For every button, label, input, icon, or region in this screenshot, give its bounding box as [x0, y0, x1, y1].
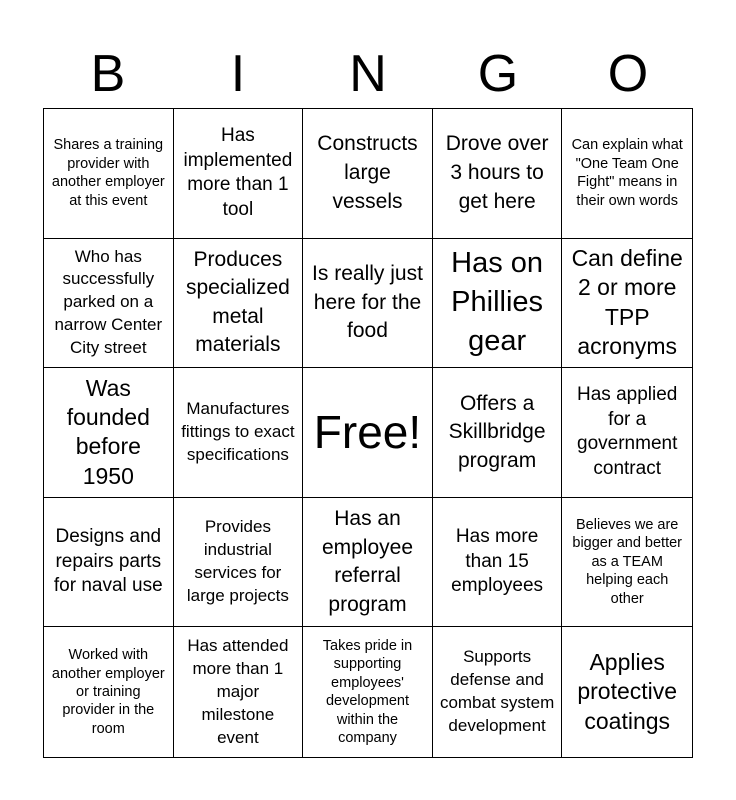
- cell-text: Applies protective coatings: [577, 649, 678, 734]
- cell-text: Supports defense and combat system development: [439, 647, 555, 736]
- cell-text: Is really just here for the food: [312, 262, 423, 343]
- bingo-cell-r3c1[interactable]: [44, 368, 174, 498]
- bingo-cell-r1c2[interactable]: [174, 109, 304, 239]
- bingo-header: [43, 40, 693, 108]
- cell-text: Has implemented more than 1 tool: [183, 124, 293, 220]
- cell-text: Has an employee referral program: [321, 507, 414, 616]
- bingo-cell-r5c2[interactable]: [174, 627, 304, 757]
- bingo-cell-r3c5[interactable]: [562, 368, 692, 498]
- cell-text: Offers a Skillbridge program: [448, 391, 546, 472]
- bingo-cell-r2c4[interactable]: [433, 239, 563, 369]
- cell-text: Can define 2 or more TPP acronyms: [571, 245, 683, 360]
- cell-text: Can explain what "One Team One Fight" means in their own words: [571, 137, 683, 209]
- bingo-cell-r2c1[interactable]: [44, 239, 174, 369]
- cell-text: Shares a training provider with another employer at this event: [51, 137, 165, 209]
- cell-text: Manufactures fittings to exact specifications: [181, 399, 295, 464]
- bingo-cell-r2c5[interactable]: [562, 239, 692, 369]
- free-space-text: Free!: [313, 406, 422, 459]
- header-letter-n: N: [349, 45, 387, 103]
- bingo-cell-r4c2[interactable]: [174, 498, 304, 628]
- bingo-cell-r4c3[interactable]: [303, 498, 433, 628]
- bingo-cell-r5c5[interactable]: [562, 627, 692, 757]
- bingo-cell-r5c4[interactable]: [433, 627, 563, 757]
- bingo-cell-r1c3[interactable]: [303, 109, 433, 239]
- bingo-cell-r1c5[interactable]: [562, 109, 692, 239]
- cell-text: Drove over 3 hours to get here: [445, 132, 549, 213]
- bingo-cell-r2c2[interactable]: [174, 239, 304, 369]
- cell-text: Has attended more than 1 major milestone event: [187, 635, 289, 747]
- cell-text: Produces specialized metal materials: [185, 247, 290, 357]
- bingo-grid: [43, 108, 693, 758]
- bingo-cell-r3c4[interactable]: [433, 368, 563, 498]
- bingo-cell-r1c4[interactable]: [433, 109, 563, 239]
- cell-text: Has applied for a government contract: [577, 384, 678, 480]
- bingo-cell-r1c1[interactable]: [44, 109, 174, 239]
- bingo-cell-r5c3[interactable]: [303, 627, 433, 757]
- bingo-cell-r3c3[interactable]: [303, 368, 433, 498]
- header-letter-i: I: [230, 45, 246, 103]
- bingo-cell-r2c3[interactable]: [303, 239, 433, 369]
- bingo-cell-r3c2[interactable]: [174, 368, 304, 498]
- cell-text: Takes pride in supporting employees' development within the company: [322, 637, 413, 746]
- cell-text: Worked with another employer or training provider in the room: [51, 647, 165, 737]
- header-letter-g: G: [477, 45, 519, 103]
- cell-text: Who has successfully parked on a narrow Center City street: [54, 246, 163, 358]
- cell-text: Has on Phillies gear: [451, 247, 544, 358]
- bingo-cell-r4c4[interactable]: [433, 498, 563, 628]
- header-letter-o: O: [607, 45, 649, 103]
- cell-text: Designs and repairs parts for naval use: [53, 526, 163, 597]
- bingo-cell-r4c5[interactable]: [562, 498, 692, 628]
- cell-text: Provides industrial services for large projects: [186, 517, 289, 606]
- cell-text: Was founded before 1950: [66, 374, 150, 489]
- bingo-cell-r4c1[interactable]: [44, 498, 174, 628]
- cell-text: Has more than 15 employees: [451, 526, 544, 597]
- bingo-cell-r5c1[interactable]: [44, 627, 174, 757]
- header-letter-b: B: [90, 45, 126, 103]
- cell-text: Constructs large vessels: [317, 132, 418, 213]
- cell-text: Believes we are bigger and better as a TEAM helping each other: [572, 517, 683, 607]
